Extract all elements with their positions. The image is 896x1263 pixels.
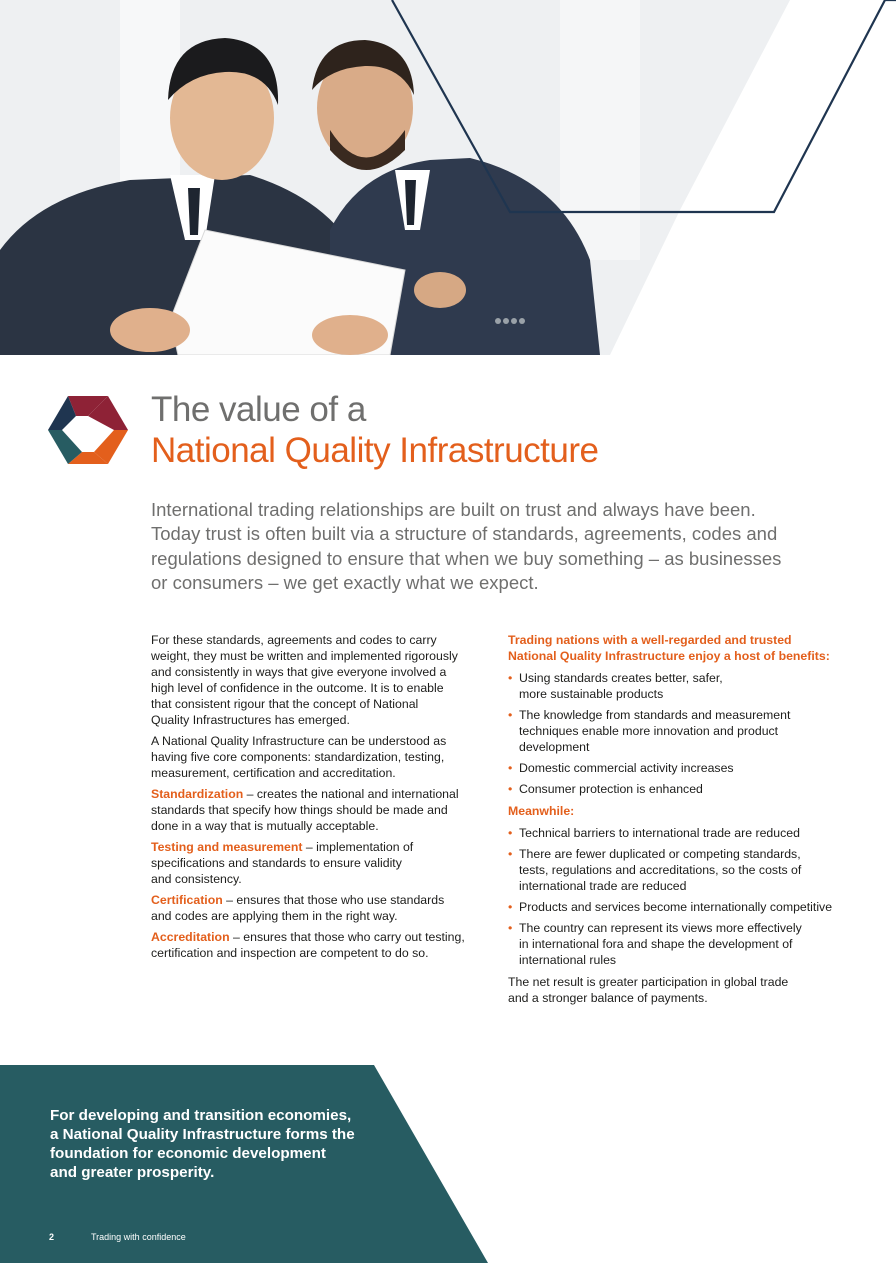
intro-paragraph xyxy=(151,498,821,595)
hero-photo-illustration xyxy=(0,0,896,355)
text-line: • The knowledge from standards and measurement xyxy=(519,708,791,722)
page-title xyxy=(151,390,851,472)
title-line-1: The value of a xyxy=(151,390,366,429)
text-line: international trade are reduced xyxy=(519,879,687,893)
left-column xyxy=(151,632,493,966)
list-item xyxy=(508,899,853,915)
intro-line: regulations designed to ensure that when we buy something – as businesses xyxy=(151,547,782,569)
benefits-list xyxy=(508,670,853,797)
text-line xyxy=(151,929,493,945)
text-line: development xyxy=(519,740,590,754)
text-line: that consistent rigour that the concept of National xyxy=(151,697,419,711)
text-line: in international fora and shape the development of xyxy=(519,937,793,951)
text-line xyxy=(151,786,493,802)
text-line: The net result is greater participation in global trade xyxy=(508,975,789,989)
list-item xyxy=(508,760,853,776)
benefits-heading xyxy=(508,632,853,664)
list-item xyxy=(508,825,853,841)
text-line: • There are fewer duplicated or competing standards, xyxy=(519,847,801,861)
term-testing: Testing and measurement xyxy=(151,840,303,854)
term-certification: Certification xyxy=(151,893,223,907)
text-line: weight, they must be written and implemented rigorously xyxy=(151,649,458,663)
text-line: and a stronger balance of payments. xyxy=(508,991,708,1005)
text-line: • Domestic commercial activity increases xyxy=(519,761,734,775)
definition-text: – implementation of xyxy=(302,840,414,854)
meanwhile-heading: Meanwhile: xyxy=(508,804,575,818)
text-line: and codes are applying them in the right way. xyxy=(151,909,398,923)
text-line: For these standards, agreements and codes to carry xyxy=(151,633,437,647)
heading-line: Trading nations with a well-regarded and trusted xyxy=(508,633,792,647)
text-line xyxy=(151,892,493,908)
definition-text: – ensures that those who carry out testing, xyxy=(229,930,465,944)
list-item xyxy=(508,846,853,894)
footer-label: Trading with confidence xyxy=(91,1232,186,1242)
text-line: and consistently in ways that give everyone involved a xyxy=(151,665,447,679)
text-line: • Using standards creates better, safer, xyxy=(519,671,723,685)
definition-accreditation xyxy=(151,929,493,961)
right-column xyxy=(508,632,853,1011)
list-item xyxy=(508,670,853,702)
term-accreditation: Accreditation xyxy=(151,930,230,944)
title-line-2: National Quality Infrastructure xyxy=(151,431,599,470)
intro-line: International trading relationships are built on trust and always have been. xyxy=(151,499,756,520)
definition-testing xyxy=(151,839,493,887)
text-line: high level of confidence in the outcome. It is to enable xyxy=(151,681,444,695)
text-line: specifications and standards to ensure validity xyxy=(151,856,402,870)
callout-text xyxy=(50,1106,390,1182)
callout-line: a National Quality Infrastructure forms the xyxy=(50,1126,355,1143)
list-item xyxy=(508,707,853,755)
text-line: tests, regulations and accreditations, so the costs of xyxy=(519,863,802,877)
text-line: Quality Infrastructures has emerged. xyxy=(151,713,350,727)
text-line: international rules xyxy=(519,953,617,967)
callout-line: foundation for economic development xyxy=(50,1145,326,1162)
definition-text: – ensures that those who use standards xyxy=(222,893,445,907)
term-standardization: Standardization xyxy=(151,787,244,801)
text-line: A National Quality Infrastructure can be understood as xyxy=(151,734,447,748)
text-line: and consistency. xyxy=(151,872,242,886)
paragraph-rigour xyxy=(151,632,493,728)
text-line xyxy=(151,839,493,855)
meanwhile-list xyxy=(508,825,853,968)
text-line: measurement, certification and accreditation. xyxy=(151,766,396,780)
callout-line: For developing and transition economies, xyxy=(50,1107,352,1124)
text-line: • Products and services become internationally competitive xyxy=(519,900,833,914)
intro-line: Today trust is often built via a structure of standards, agreements, codes and xyxy=(151,523,778,545)
definition-standardization xyxy=(151,786,493,834)
hero-image xyxy=(0,0,896,355)
hexagon-logo-icon xyxy=(48,396,128,464)
text-line: certification and inspection are competent to do so. xyxy=(151,946,429,960)
text-line: • Technical barriers to international trade are reduced xyxy=(519,826,800,840)
paragraph-components xyxy=(151,733,493,781)
list-item xyxy=(508,781,853,797)
text-line: • Consumer protection is enhanced xyxy=(519,782,703,796)
text-line: standards that specify how things should be made and xyxy=(151,803,448,817)
definition-certification xyxy=(151,892,493,924)
definition-text: – creates the national and international xyxy=(243,787,459,801)
net-result-paragraph xyxy=(508,974,853,1006)
callout-line: and greater prosperity. xyxy=(50,1164,215,1181)
text-line: • The country can represent its views more effectively xyxy=(519,921,802,935)
text-line: techniques enable more innovation and product xyxy=(519,724,779,738)
text-line: done in a way that is mutually acceptable. xyxy=(151,819,379,833)
page-number: 2 xyxy=(49,1232,55,1242)
heading-line: National Quality Infrastructure enjoy a host of benefits: xyxy=(508,649,830,663)
text-line: more sustainable products xyxy=(519,687,664,701)
list-item xyxy=(508,920,853,968)
text-line: having five core components: standardization, testing, xyxy=(151,750,445,764)
intro-line: or consumers – we get exactly what we expect. xyxy=(151,571,539,593)
